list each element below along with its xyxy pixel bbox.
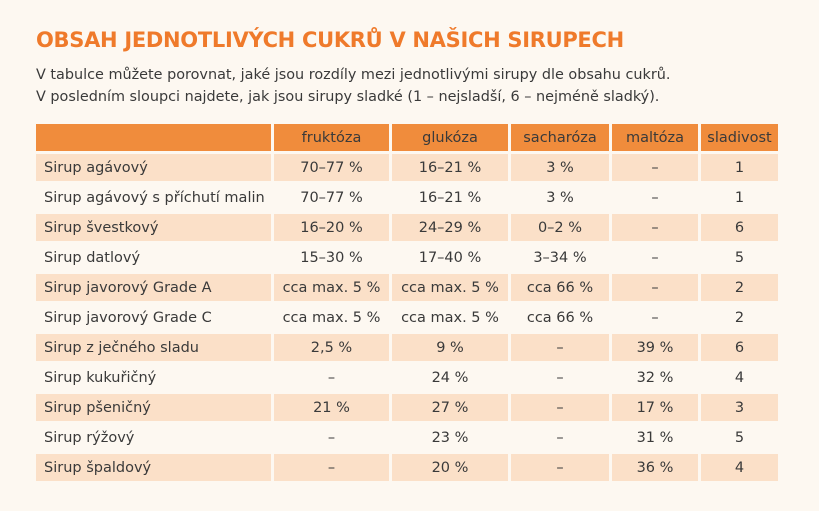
header-maltoza: maltóza (612, 124, 698, 151)
row-name-cell: Sirup z ječného sladu (36, 334, 271, 361)
row-name-cell: Sirup javorový Grade C (36, 304, 271, 331)
cell-sacharoza: cca 66 % (511, 274, 609, 301)
cell-fruktoza: – (274, 424, 389, 451)
table-row (36, 454, 778, 481)
cell-sladivost: 5 (701, 244, 778, 271)
row-name-cell: Sirup agávový s příchutí malin (36, 184, 271, 211)
cell-maltoza: 31 % (612, 424, 698, 451)
cell-sacharoza: 3 % (511, 154, 609, 181)
sugar-table (33, 121, 781, 484)
cell-sladivost: 6 (701, 214, 778, 241)
cell-maltoza: 39 % (612, 334, 698, 361)
cell-sladivost: 4 (701, 454, 778, 481)
cell-maltoza: 32 % (612, 364, 698, 391)
cell-glukoza: 23 % (392, 424, 508, 451)
table-row (36, 154, 778, 181)
cell-sacharoza: – (511, 334, 609, 361)
intro-text (36, 64, 670, 108)
row-name-cell: Sirup pšeničný (36, 394, 271, 421)
row-name-cell: Sirup javorový Grade A (36, 274, 271, 301)
cell-glukoza: 20 % (392, 454, 508, 481)
cell-sladivost: 6 (701, 334, 778, 361)
cell-maltoza: – (612, 184, 698, 211)
cell-sladivost: 1 (701, 154, 778, 181)
cell-fruktoza: cca max. 5 % (274, 274, 389, 301)
cell-maltoza: 36 % (612, 454, 698, 481)
intro-line-2: V posledním sloupci najdete, jak jsou sirupy sladké (1 – nejsladší, 6 – nejméně sladký). (36, 89, 660, 105)
cell-sladivost: 2 (701, 304, 778, 331)
cell-sacharoza: – (511, 424, 609, 451)
cell-fruktoza: 70–77 % (274, 154, 389, 181)
cell-glukoza: 27 % (392, 394, 508, 421)
table-row (36, 244, 778, 271)
cell-fruktoza: cca max. 5 % (274, 304, 389, 331)
table-row (36, 274, 778, 301)
cell-sacharoza: 0–2 % (511, 214, 609, 241)
row-name-cell: Sirup kukuřičný (36, 364, 271, 391)
table-row (36, 214, 778, 241)
cell-glukoza: 17–40 % (392, 244, 508, 271)
cell-fruktoza: – (274, 364, 389, 391)
cell-sacharoza: cca 66 % (511, 304, 609, 331)
table-body (36, 154, 778, 481)
cell-fruktoza: – (274, 454, 389, 481)
cell-sacharoza: 3 % (511, 184, 609, 211)
row-name-cell: Sirup švestkový (36, 214, 271, 241)
intro-line-1: V tabulce můžete porovnat, jaké jsou rozdíly mezi jednotlivými sirupy dle obsahu cukrů. (36, 67, 671, 83)
cell-sacharoza: – (511, 454, 609, 481)
cell-maltoza: – (612, 304, 698, 331)
cell-maltoza: – (612, 274, 698, 301)
cell-maltoza: – (612, 244, 698, 271)
table-row (36, 394, 778, 421)
header-glukoza: glukóza (392, 124, 508, 151)
cell-sacharoza: 3–34 % (511, 244, 609, 271)
cell-sladivost: 3 (701, 394, 778, 421)
cell-fruktoza: 16–20 % (274, 214, 389, 241)
page-title: OBSAH JEDNOTLIVÝCH CUKRŮ V NAŠICH SIRUPECH (36, 28, 624, 52)
cell-maltoza: – (612, 154, 698, 181)
table-row (36, 424, 778, 451)
cell-sladivost: 2 (701, 274, 778, 301)
cell-glukoza: 16–21 % (392, 184, 508, 211)
row-name-cell: Sirup špaldový (36, 454, 271, 481)
cell-glukoza: 24 % (392, 364, 508, 391)
cell-glukoza: 24–29 % (392, 214, 508, 241)
cell-glukoza: cca max. 5 % (392, 274, 508, 301)
cell-maltoza: 17 % (612, 394, 698, 421)
cell-maltoza: – (612, 214, 698, 241)
cell-sladivost: 4 (701, 364, 778, 391)
table-header-row (36, 124, 778, 151)
cell-glukoza: cca max. 5 % (392, 304, 508, 331)
cell-glukoza: 9 % (392, 334, 508, 361)
table-row (36, 304, 778, 331)
row-name-cell: Sirup rýžový (36, 424, 271, 451)
row-name-cell: Sirup datlový (36, 244, 271, 271)
cell-glukoza: 16–21 % (392, 154, 508, 181)
cell-sladivost: 5 (701, 424, 778, 451)
cell-fruktoza: 70–77 % (274, 184, 389, 211)
cell-fruktoza: 2,5 % (274, 334, 389, 361)
cell-fruktoza: 15–30 % (274, 244, 389, 271)
header-sacharoza: sacharóza (511, 124, 609, 151)
cell-sacharoza: – (511, 394, 609, 421)
header-fruktoza: fruktóza (274, 124, 389, 151)
table-row (36, 334, 778, 361)
header-sladivost: sladivost (701, 124, 778, 151)
cell-fruktoza: 21 % (274, 394, 389, 421)
table-row (36, 364, 778, 391)
header-name (36, 124, 271, 151)
row-name-cell: Sirup agávový (36, 154, 271, 181)
table-row (36, 184, 778, 211)
cell-sacharoza: – (511, 364, 609, 391)
cell-sladivost: 1 (701, 184, 778, 211)
